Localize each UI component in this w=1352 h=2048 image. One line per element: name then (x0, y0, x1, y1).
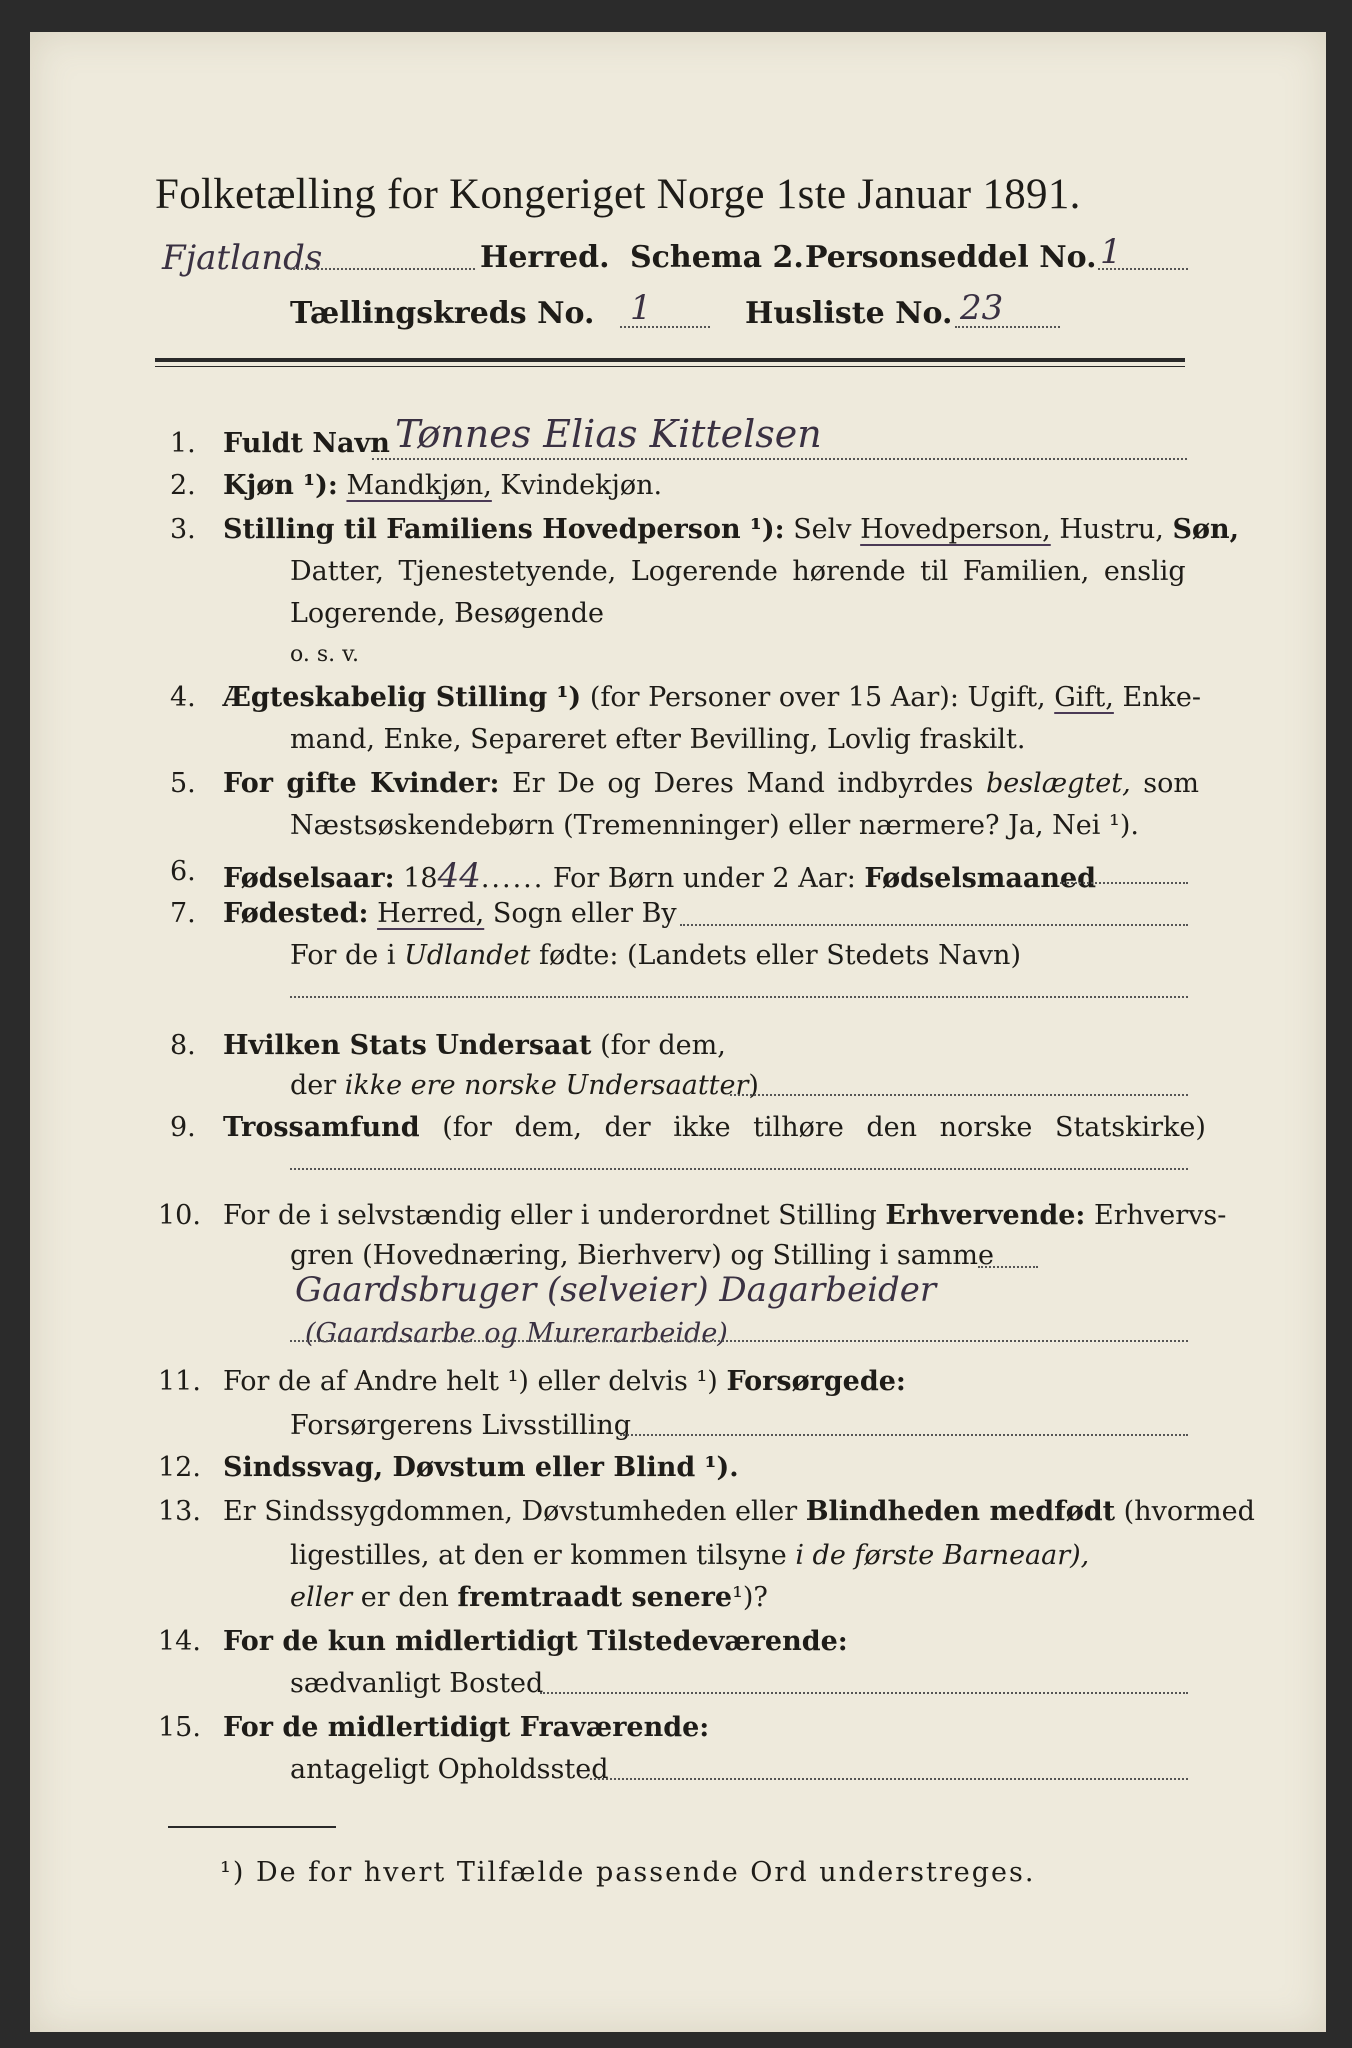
q3-number: 3. (170, 514, 196, 545)
q11-line-1 (223, 1366, 906, 1397)
q13-line3-a: eller (290, 1582, 353, 1613)
q6-handwritten-year: 44 (437, 856, 481, 896)
q10-text-a: For de i selvstændig eller i underordnet Stilling (223, 1200, 877, 1231)
schema-label: Schema 2. (630, 240, 804, 275)
q4-line-1 (223, 682, 1201, 713)
q14-number: 14. (158, 1626, 201, 1657)
q9-dotted-line (290, 1168, 1188, 1170)
q6-text-b: For Børn under 2 Aar: (552, 863, 856, 894)
q13-line-3 (290, 1582, 768, 1613)
q13-line3-d: ¹)? (732, 1582, 768, 1613)
q13-line-1 (223, 1496, 1255, 1527)
personseddel-dotted-line (1098, 268, 1188, 270)
q15-label: For de midlertidigt Fraværende: (223, 1712, 710, 1743)
q4-text-a: (for Personer over 15 Aar): Ugift, (589, 682, 1046, 713)
q3-line-1 (223, 514, 1239, 545)
q1-dotted-line (372, 458, 1187, 460)
q10-number: 10. (158, 1200, 201, 1231)
kreds-handwritten: 1 (630, 288, 652, 328)
q8-label: Hvilken Stats (223, 1030, 427, 1061)
q7-number: 7. (170, 898, 196, 929)
personseddel-handwritten: 1 (1100, 232, 1122, 272)
q7-option-herred: Herred, (377, 898, 485, 929)
q13-line-2 (290, 1540, 1089, 1571)
q5-line-1 (223, 768, 1199, 799)
q2-number: 2. (170, 470, 196, 501)
q8-line-1 (223, 1030, 726, 1061)
q8-line2-a: der (290, 1070, 337, 1101)
q6-number: 6. (170, 856, 196, 887)
q12-label: Sindssvag, Døvstum eller Blind ¹). (223, 1452, 739, 1483)
kreds-label: Tællingskreds No. (290, 296, 595, 331)
q10-dotted-line-b (290, 1340, 1188, 1342)
form-title: Folketælling for Kongeriget Norge 1ste Januar 1891. (155, 171, 1081, 218)
q13-line3-b: er den (360, 1582, 449, 1613)
q5-text-b: beslægtet, (985, 768, 1131, 799)
header-rule-thin (155, 366, 1185, 367)
q10-line-2: gren (Hovednæring, Bierhverv) og Stilling i samme (290, 1240, 995, 1271)
q6-label: Fødselsaar: (223, 863, 395, 894)
q3-label: Stilling til Familiens Hovedperson ¹): (223, 514, 785, 545)
q1-number: 1. (170, 428, 196, 459)
q5-label: For gifte Kvinder: (223, 768, 500, 799)
header-rule-thick (155, 358, 1185, 362)
q4-number: 4. (170, 682, 196, 713)
q5-number: 5. (170, 768, 196, 799)
q3-option-hustru: Hustru, (1059, 514, 1164, 545)
q10-bold: Erhvervende: (885, 1200, 1086, 1231)
q7-line-2 (290, 940, 1021, 971)
q8-number: 8. (170, 1030, 196, 1061)
q8-text-a: (for dem, (600, 1030, 726, 1061)
q14-label: For de kun midlertidigt Tilstedeværende: (223, 1626, 848, 1657)
herred-dotted-line (290, 268, 475, 270)
q8-line2-b: ikke ere norske Undersaatter (344, 1070, 749, 1101)
q11-line-2: Forsørgerens Livsstilling (290, 1410, 632, 1441)
q10-dotted-line-a (978, 1266, 1038, 1268)
footnote: ¹) De for hvert Tilfælde passende Ord understreges. (220, 1857, 1036, 1888)
q5-text-c: som (1143, 768, 1199, 799)
q13-line2-b: i de første Barneaar), (795, 1540, 1090, 1571)
q10-line-1 (223, 1200, 1226, 1231)
q13-line3-c: fremtraadt senere (457, 1582, 733, 1613)
q2-option-male: Mandkjøn, (346, 470, 492, 501)
q8-bold: Undersaat (435, 1030, 592, 1061)
herred-handwritten: Fjatlands (162, 238, 323, 278)
q9-label: Trossamfund (223, 1112, 420, 1143)
q4-line-2: mand, Enke, Separeret efter Bevilling, Lovlig fraskilt. (290, 724, 1026, 755)
q14-line-2: sædvanligt Bosted (290, 1668, 544, 1699)
q11-text-a: For de af Andre helt ¹) eller delvis ¹) (223, 1366, 718, 1397)
q7-dotted-line (680, 924, 1188, 926)
q8-dotted-line (730, 1094, 1188, 1096)
q6-dotted-line (1060, 882, 1188, 884)
q6-prefix: 18 (403, 863, 438, 894)
q4-label: Ægteskabelig Stilling ¹) (223, 682, 582, 713)
kreds-dotted-line (620, 326, 710, 328)
q10-text-b: Erhvervs- (1094, 1200, 1227, 1231)
q3-line-3: Logerende, Besøgende (290, 598, 604, 629)
q8-line-2 (290, 1070, 759, 1101)
q15-number: 15. (158, 1712, 201, 1743)
personseddel-label: Personseddel No. (805, 240, 1097, 275)
q7-label: Fødested: (223, 898, 369, 929)
q13-bold: Blindheden medfødt (805, 1496, 1116, 1527)
herred-label: Herred. (480, 240, 610, 275)
q5-text-a: Er De og Deres Mand indbyrdes (512, 768, 974, 799)
q4-text-c: Enke- (1122, 682, 1202, 713)
q9-number: 9. (170, 1112, 196, 1143)
q3-option-son: Søn, (1172, 514, 1239, 545)
q12-number: 12. (158, 1452, 201, 1483)
husliste-label: Husliste No. (745, 296, 953, 331)
q1-label: Fuldt Navn (223, 428, 390, 459)
q4-option-gift: Gift, (1054, 682, 1114, 713)
q2-option-female: Kvindekjøn. (500, 470, 663, 501)
q11-bold: Forsørgede: (726, 1366, 906, 1397)
q14-dotted-line (540, 1692, 1188, 1694)
q11-dotted-line (620, 1434, 1188, 1436)
q10-handwritten-occupation: Gaardsbruger (selveier) Dagarbeider (295, 1270, 937, 1310)
footnote-rule (168, 1826, 336, 1828)
q3-option-hovedperson: Hovedperson, (860, 514, 1051, 545)
q7-line-1 (223, 898, 677, 929)
q15-dotted-line (590, 1778, 1188, 1780)
q7-line2-a: For de i (290, 940, 396, 971)
q7-line2-b: Udlandet (404, 940, 531, 971)
q6-text-c: Fødselsmaaned (864, 863, 1097, 894)
q13-number: 13. (158, 1496, 201, 1527)
q3-line-4: o. s. v. (290, 642, 359, 667)
q7-text-b: Sogn eller By (492, 898, 677, 929)
q5-line-2: Næstsøskendebørn (Tremenninger) eller nærmere? Ja, Nei ¹). (290, 810, 1139, 841)
q11-number: 11. (158, 1366, 201, 1397)
q13-text-b: (hvormed (1123, 1496, 1255, 1527)
q7-answer-dotted-line (290, 996, 1188, 998)
q9-text-a: (for dem, der ikke tilhøre den norske Statskirke) (442, 1112, 1206, 1143)
q6-line: Fødselsaar: 1844...... For Børn under 2 Aar: Fødselsmaaned (223, 856, 1097, 896)
q3-line-2: Datter, Tjenestetyende, Logerende hørende til Familien, enslig (290, 556, 1186, 587)
q2-label-text: Kjøn ¹): (223, 470, 338, 501)
q13-line2-a: ligestilles, at den er kommen tilsyne (290, 1540, 787, 1571)
q10-handwritten-occupation-2: (Gaardsarbe og Murerarbeide) (305, 1318, 728, 1349)
q1-handwritten-name: Tønnes Elias Kittelsen (395, 412, 822, 456)
q8-line2-c: ) (748, 1070, 759, 1101)
q2-label (223, 470, 662, 501)
q9-line-1 (223, 1112, 1206, 1143)
husliste-handwritten: 23 (960, 288, 1004, 328)
q13-text-a: Er Sindssygdommen, Døvstumheden eller (223, 1496, 798, 1527)
q7-line2-c: fødte: (Landets eller Stedets Navn) (538, 940, 1021, 971)
q15-line-2: antageligt Opholdssted (290, 1754, 609, 1785)
husliste-dotted-line (955, 326, 1060, 328)
q3-option-selv: Selv (793, 514, 852, 545)
